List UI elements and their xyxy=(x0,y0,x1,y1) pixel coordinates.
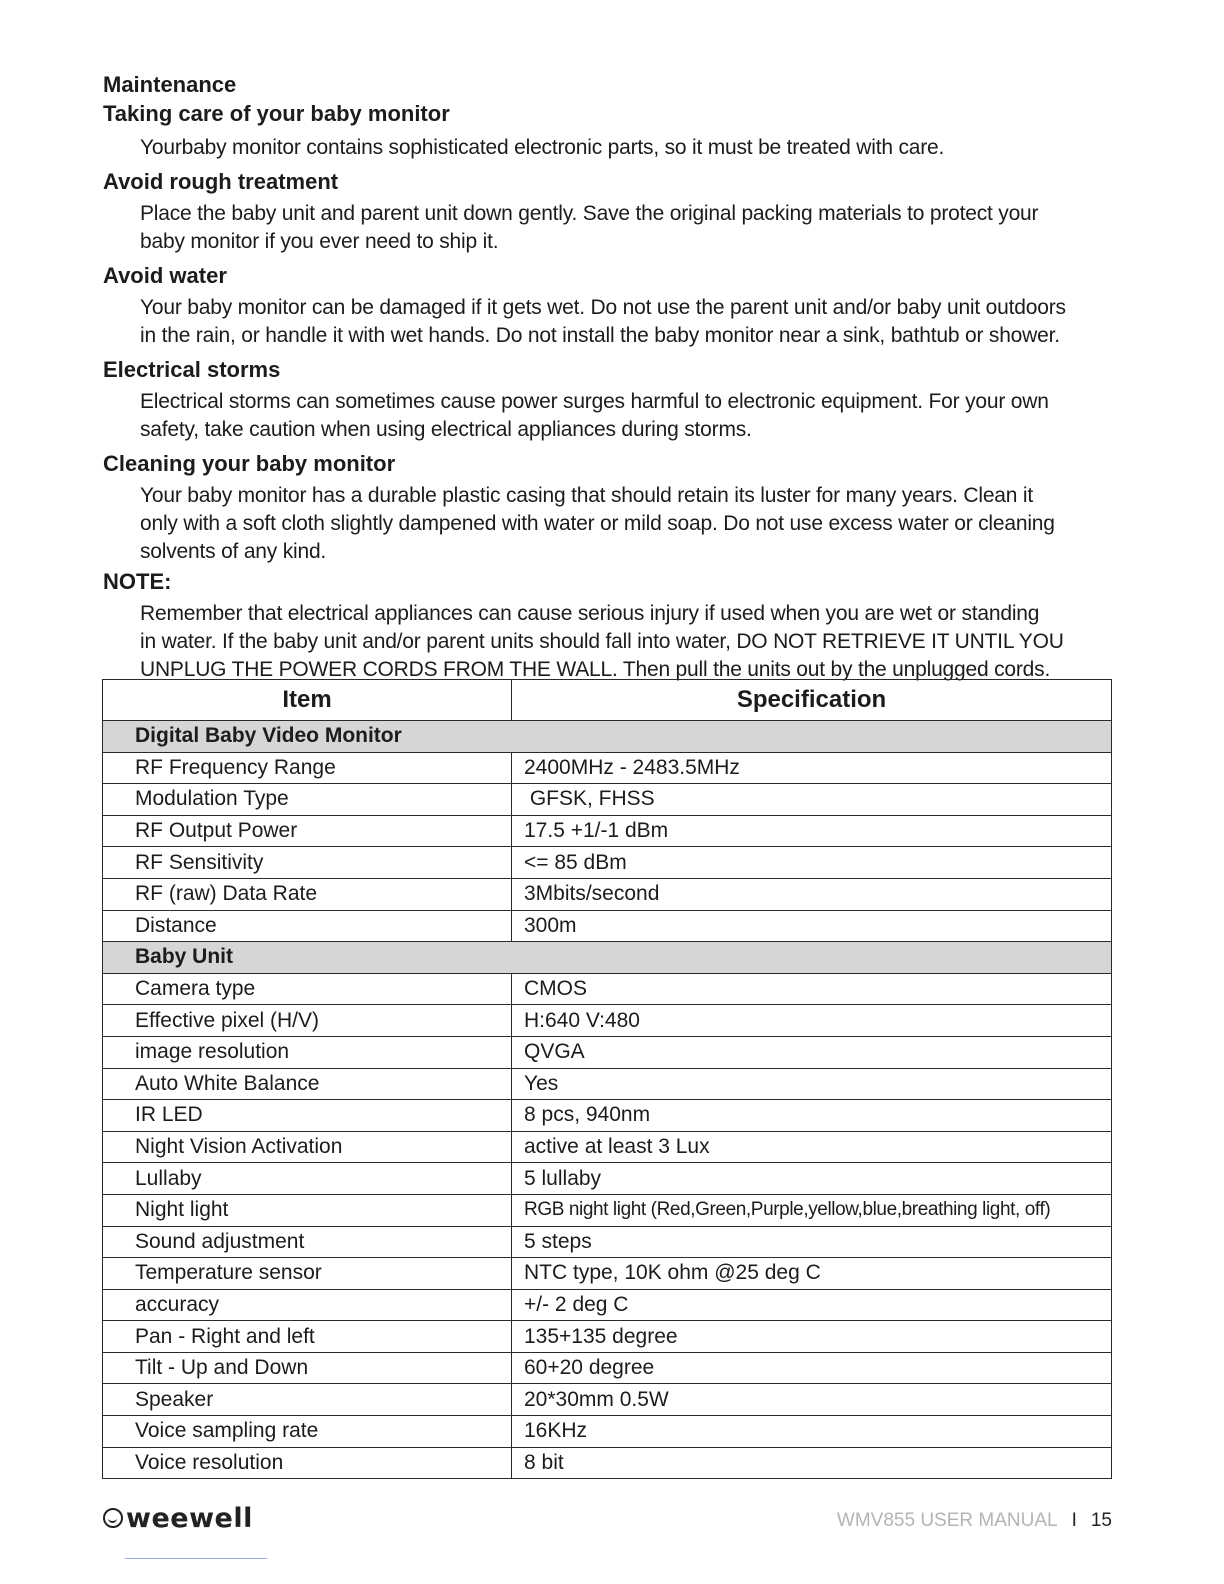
table-row xyxy=(103,1194,1112,1226)
maintenance-section xyxy=(103,70,1113,684)
table-row xyxy=(103,1226,1112,1258)
page-number: 15 xyxy=(1090,1510,1112,1531)
item-cell: Night Vision Activation xyxy=(103,1131,512,1163)
spec-cell: 8 pcs, 940nm xyxy=(512,1100,1112,1132)
item-cell: Sound adjustment xyxy=(103,1226,512,1258)
spec-cell: GFSK, FHSS xyxy=(512,784,1112,816)
table-row xyxy=(103,1258,1112,1290)
section-title-cleaning: Cleaning your baby monitor xyxy=(103,451,396,476)
item-cell: Lullaby xyxy=(103,1163,512,1195)
item-cell: Tilt - Up and Down xyxy=(103,1352,512,1384)
spec-cell: 17.5 +1/-1 dBm xyxy=(512,815,1112,847)
logo-text: weewell xyxy=(126,1502,253,1534)
spec-cell: 135+135 degree xyxy=(512,1321,1112,1353)
header-specification: Specification xyxy=(512,680,1112,721)
table-row xyxy=(103,1289,1112,1321)
table-row xyxy=(103,784,1112,816)
spec-table xyxy=(102,679,1112,1479)
table-row xyxy=(103,973,1112,1005)
table-row xyxy=(103,910,1112,942)
spec-cell: 5 lullaby xyxy=(512,1163,1112,1195)
item-cell: Camera type xyxy=(103,973,512,1005)
table-row xyxy=(103,1447,1112,1479)
table-row xyxy=(103,1005,1112,1037)
weewell-logo xyxy=(103,1500,253,1536)
group-row xyxy=(103,942,1112,974)
item-cell: IR LED xyxy=(103,1100,512,1132)
spec-cell: <= 85 dBm xyxy=(512,847,1112,879)
spec-cell: active at least 3 Lux xyxy=(512,1131,1112,1163)
spec-cell: RGB night light (Red,Green,Purple,yellow,blue,breathing light, off) xyxy=(512,1194,1112,1226)
group-row xyxy=(103,721,1112,753)
spec-cell: 300m xyxy=(512,910,1112,942)
section-line: safety, take caution when using electrical appliances during storms. xyxy=(140,418,752,441)
page-subtitle: Taking care of your baby monitor xyxy=(103,101,450,126)
spec-cell: 3Mbits/second xyxy=(512,878,1112,910)
table-row xyxy=(103,1036,1112,1068)
item-cell: image resolution xyxy=(103,1036,512,1068)
table-row xyxy=(103,1068,1112,1100)
table-row xyxy=(103,1352,1112,1384)
section-title-water: Avoid water xyxy=(103,263,227,288)
note-line: in water. If the baby unit and/or parent units should fall into water, DO NOT RETRIEVE IT UNTIL YOU xyxy=(140,630,1064,653)
item-cell: RF (raw) Data Rate xyxy=(103,878,512,910)
table-row xyxy=(103,1163,1112,1195)
table-row xyxy=(103,1384,1112,1416)
spec-cell: H:640 V:480 xyxy=(512,1005,1112,1037)
spec-cell: Yes xyxy=(512,1068,1112,1100)
page-footer xyxy=(837,1510,1112,1532)
spec-cell: 8 bit xyxy=(512,1447,1112,1479)
footer-separator: I xyxy=(1071,1510,1077,1531)
item-cell: Effective pixel (H/V) xyxy=(103,1005,512,1037)
page-title: Maintenance xyxy=(103,72,237,97)
spec-cell: 60+20 degree xyxy=(512,1352,1112,1384)
section-line: only with a soft cloth slightly dampened with water or mild soap. Do not use excess water or cleaning xyxy=(140,512,1055,535)
divider xyxy=(125,1558,267,1559)
spec-cell: CMOS xyxy=(512,973,1112,1005)
table-row xyxy=(103,1416,1112,1448)
table-row xyxy=(103,878,1112,910)
item-cell: Voice sampling rate xyxy=(103,1416,512,1448)
item-cell: Modulation Type xyxy=(103,784,512,816)
note-line: UNPLUG THE POWER CORDS FROM THE WALL. Then pull the units out by the unplugged cords. xyxy=(140,658,1051,681)
spec-cell: 5 steps xyxy=(512,1226,1112,1258)
section-line: Electrical storms can sometimes cause power surges harmful to electronic equipment. For your own xyxy=(140,390,1049,413)
item-cell: Auto White Balance xyxy=(103,1068,512,1100)
item-cell: Distance xyxy=(103,910,512,942)
spec-cell: 2400MHz - 2483.5MHz xyxy=(512,752,1112,784)
item-cell: accuracy xyxy=(103,1289,512,1321)
section-title-storms: Electrical storms xyxy=(103,357,281,382)
spec-cell: +/- 2 deg C xyxy=(512,1289,1112,1321)
table-row xyxy=(103,1321,1112,1353)
spec-cell: 16KHz xyxy=(512,1416,1112,1448)
section-title-rough: Avoid rough treatment xyxy=(103,169,339,194)
spec-cell: QVGA xyxy=(512,1036,1112,1068)
group-title: Baby Unit xyxy=(103,942,1112,974)
table-row xyxy=(103,847,1112,879)
note-line: Remember that electrical appliances can cause serious injury if used when you are wet or standing xyxy=(140,602,1040,625)
table-row xyxy=(103,1100,1112,1132)
header-item: Item xyxy=(103,680,512,721)
item-cell: Night light xyxy=(103,1194,512,1226)
item-cell: Temperature sensor xyxy=(103,1258,512,1290)
table-row xyxy=(103,752,1112,784)
item-cell: Voice resolution xyxy=(103,1447,512,1479)
spec-cell: NTC type, 10K ohm @25 deg C xyxy=(512,1258,1112,1290)
table-header-row xyxy=(103,680,1112,721)
intro-paragraph: Yourbaby monitor contains sophisticated electronic parts, so it must be treated with care. xyxy=(140,136,945,159)
group-title: Digital Baby Video Monitor xyxy=(103,721,1112,753)
section-line: baby monitor if you ever need to ship it. xyxy=(140,230,499,253)
note-title: NOTE: xyxy=(103,569,172,594)
section-line: Place the baby unit and parent unit down gently. Save the original packing materials to protect your xyxy=(140,202,1039,225)
section-line: Your baby monitor can be damaged if it gets wet. Do not use the parent unit and/or baby unit outdoors xyxy=(140,296,1066,319)
section-line: in the rain, or handle it with wet hands. Do not install the baby monitor near a sink, bathtub or shower. xyxy=(140,324,1060,347)
item-cell: RF Sensitivity xyxy=(103,847,512,879)
section-line: Your baby monitor has a durable plastic casing that should retain its luster for many years. Clean it xyxy=(140,484,1034,507)
item-cell: RF Output Power xyxy=(103,815,512,847)
table-row xyxy=(103,1131,1112,1163)
spec-cell: 20*30mm 0.5W xyxy=(512,1384,1112,1416)
item-cell: Speaker xyxy=(103,1384,512,1416)
item-cell: Pan - Right and left xyxy=(103,1321,512,1353)
item-cell: RF Frequency Range xyxy=(103,752,512,784)
weewell-logo-icon xyxy=(103,1508,123,1528)
manual-name: WMV855 USER MANUAL xyxy=(836,1510,1058,1531)
section-line: solvents of any kind. xyxy=(140,540,327,563)
table-row xyxy=(103,815,1112,847)
